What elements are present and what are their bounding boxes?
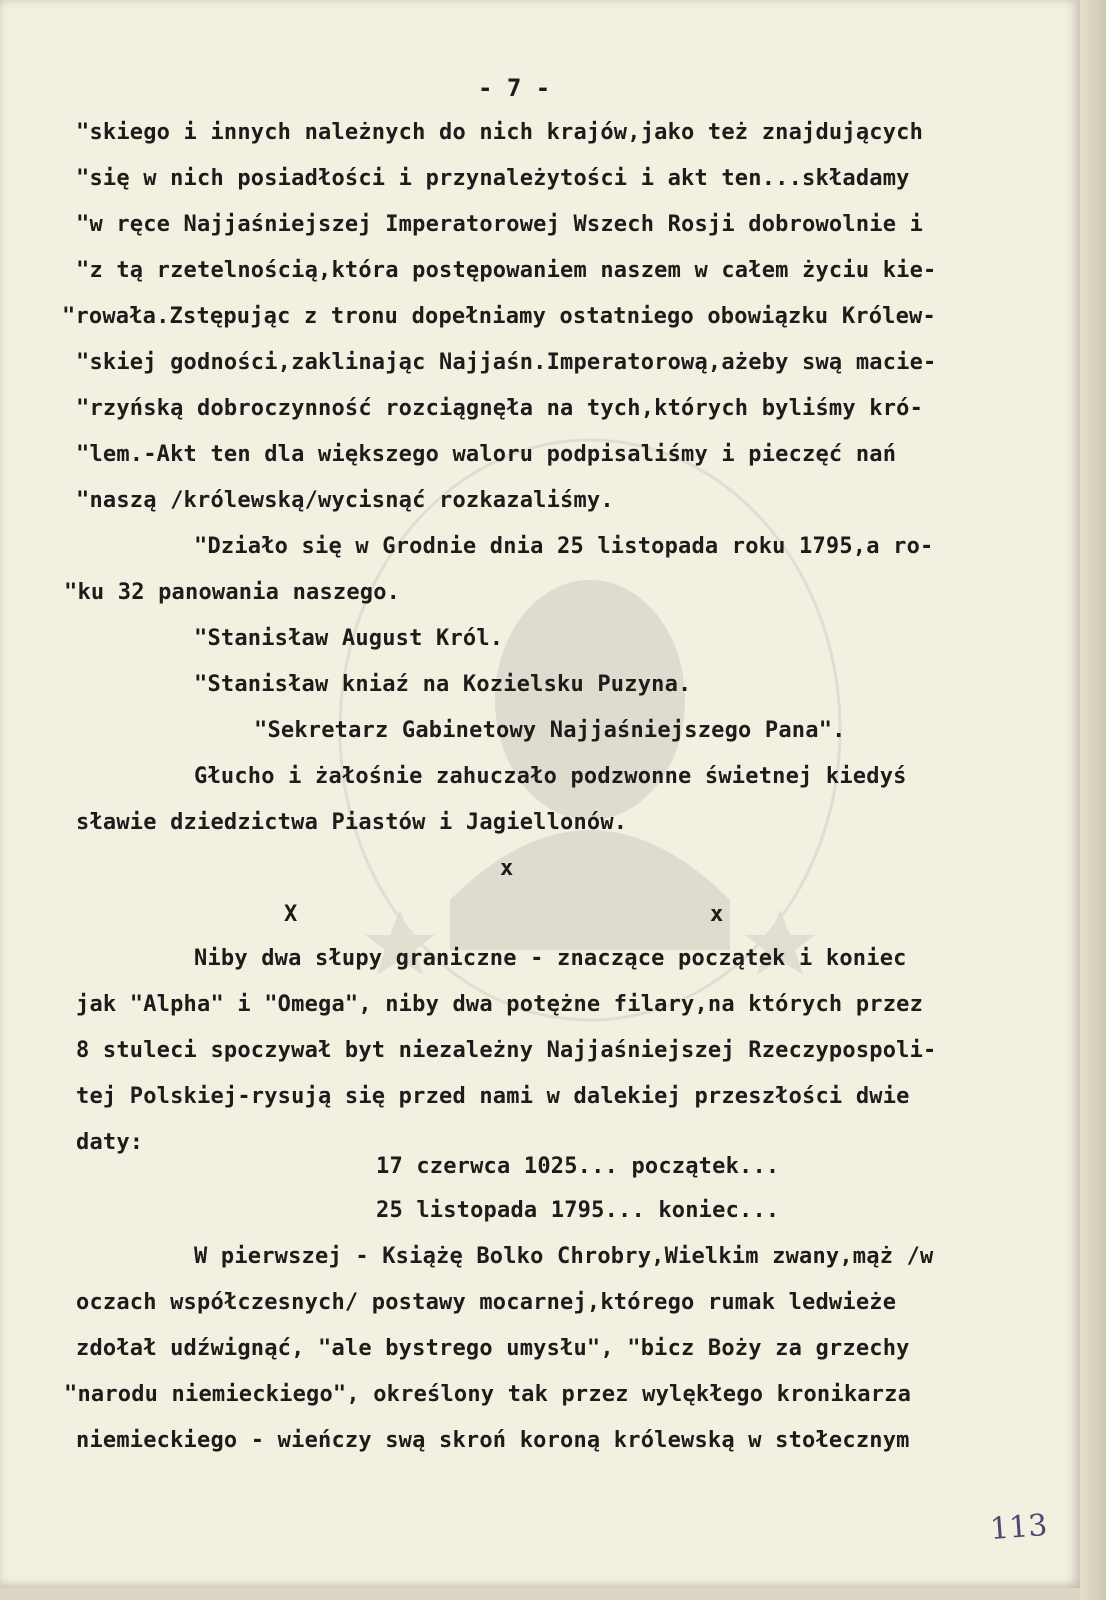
text-line: tej Polskiej-rysują się przed nami w dalekiej przeszłości dwie	[76, 1084, 910, 1109]
text-line: "skiej godności,zaklinając Najjaśn.Imperatorową,ażeby swą macie-	[76, 350, 937, 375]
text-line: daty:	[76, 1130, 144, 1155]
text-line: oczach współczesnych/ postawy mocarnej,którego rumak ledwieże	[76, 1290, 897, 1315]
text-line: "rowała.Zstępując z tronu dopełniamy ostatniego obowiązku Królew-	[62, 304, 936, 329]
section-separator-mark: x	[500, 856, 514, 881]
date-line: 17 czerwca 1025... początek...	[376, 1154, 780, 1179]
text-line: sławie dziedzictwa Piastów i Jagiellonów.	[76, 810, 628, 835]
text-line: "Działo się w Grodnie dnia 25 listopada roku 1795,a ro-	[194, 534, 934, 559]
page-number: - 7 -	[478, 74, 551, 102]
text-line: Głucho i żałośnie zahuczało podzwonne świetnej kiedyś	[194, 764, 907, 789]
signature-line: "Sekretarz Gabinetowy Najjaśniejszego Pana".	[254, 718, 846, 743]
text-line: "lem.-Akt ten dla większego waloru podpisaliśmy i pieczęć nań	[76, 442, 897, 467]
text-line: "się w nich posiadłości i przynależytości i akt ten...składamy	[76, 166, 910, 191]
text-line: W pierwszej - Książę Bolko Chrobry,Wielkim zwany,mąż /w	[194, 1244, 934, 1269]
handwritten-folio-number: 113	[988, 1508, 1049, 1547]
text-line: jak "Alpha" i "Omega", niby dwa potężne filary,na których przez	[76, 992, 924, 1017]
text-line: "naszą /królewską/wycisnąć rozkazaliśmy.	[76, 488, 614, 513]
text-line: "narodu niemieckiego", określony tak przez wylękłego kronikarza	[64, 1382, 912, 1407]
text-line: zdołał udźwignąć, "ale bystrego umysłu", "bicz Boży za grzechy	[76, 1336, 910, 1361]
text-line: "z tą rzetelnością,która postępowaniem naszem w całem życiu kie-	[76, 258, 937, 283]
text-line: Niby dwa słupy graniczne - znaczące początek i koniec	[194, 946, 907, 971]
section-separator-mark: x	[710, 902, 724, 927]
text-line: 8 stuleci spoczywał byt niezależny Najjaśniejszej Rzeczypospoli-	[76, 1038, 937, 1063]
signature-line: "Stanisław kniaź na Kozielsku Puzyna.	[194, 672, 692, 697]
text-line: "rzyńską dobroczynność rozciągnęła na tych,których byliśmy kró-	[76, 396, 924, 421]
date-line: 25 listopada 1795... koniec...	[376, 1198, 780, 1223]
text-line: "ku 32 panowania naszego.	[64, 580, 401, 605]
text-line: niemieckiego - wieńczy swą skroń koroną królewską w stołecznym	[76, 1428, 910, 1453]
text-line: "skiego i innych należnych do nich krajów,jako też znajdujących	[76, 120, 924, 145]
text-line: "w ręce Najjaśniejszej Imperatorowej Wszech Rosji dobrowolnie i	[76, 212, 924, 237]
section-separator-mark: X	[284, 902, 298, 927]
signature-line: "Stanisław August Król.	[194, 626, 504, 651]
page-edge	[1080, 0, 1106, 1600]
